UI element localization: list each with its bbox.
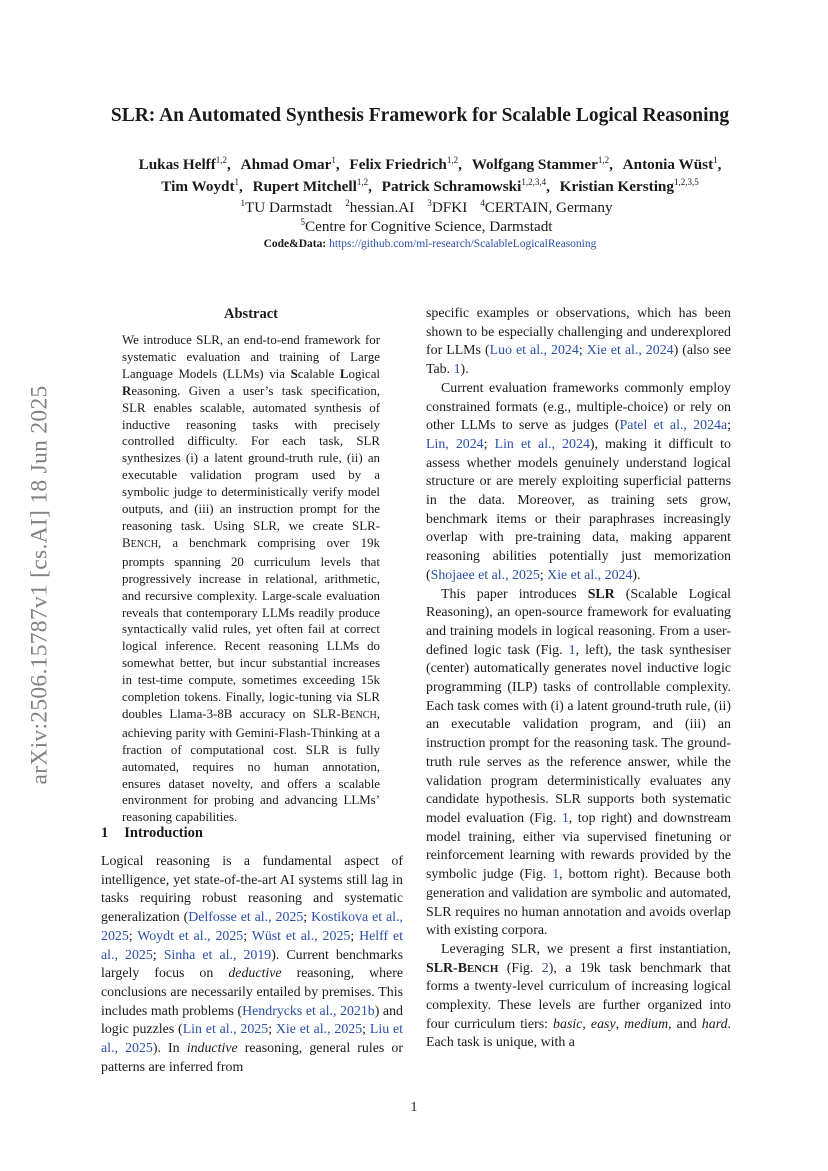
text-run: inductive	[186, 1041, 238, 1057]
text-run: R	[122, 383, 132, 398]
affiliation: $^2$hessian.AI	[345, 198, 415, 216]
text-run: ) (also see Tab.	[426, 343, 731, 378]
citation-link[interactable]: 1	[552, 867, 560, 883]
benchmark-name: SLR-BENCH	[122, 518, 380, 550]
citation-link[interactable]: Shojaee et al., 2025	[430, 567, 540, 583]
text-run: Current evaluation frameworks commonly employ constrained formats (e.g., multiple-choice) or rely on other LLMs to serve as judges (	[426, 380, 731, 434]
text-run: (Scalable Logical Reasoning), an open-source framework for evaluating and training models in logical reasoning. From a user-defined logic task (Fig.	[426, 586, 732, 658]
text-run: easy	[590, 1016, 616, 1032]
author-name: Patrick Schramowski$^{1,2,3,4}$,	[381, 177, 550, 195]
text-run: ), a 19k task benchmark that forms a twenty-level curriculum of increasing logical complexity. These levels are further organized into four curriculum tiers:	[426, 960, 731, 1032]
text-run: basic	[553, 1016, 583, 1032]
citation-link[interactable]: Wüst et al., 2025	[251, 928, 351, 944]
text-run: reasoning, general rules or patterns are inferred from	[101, 1041, 403, 1075]
text-run: ;	[243, 928, 252, 944]
text-run: specific examples or observations, which has been shown to be especially challenging and underexplored for LLMs (	[426, 306, 731, 359]
text-run: SLR	[587, 586, 615, 602]
paper-title: SLR: An Automated Synthesis Framework for Scalable Logical Reasoning	[110, 105, 730, 126]
citation-link[interactable]: Lin et al., 2024	[494, 436, 590, 452]
section-title: Introduction	[124, 825, 203, 841]
text-run: , a benchmark comprising over 19k prompts spanning 20 curriculum levels that progressively increase in relational, arithmetic, and recursive complexity. Large-scale evaluation reveals that contemporary LLMs readily produce syntactically valid rules, yet often fail at correct logical inference. Recent reasoning LLMs do somewhat better, but incur substantial increases in test-time compute, sometimes exceeding 15k completion tokens. Finally, logic-tuning via SLR doubles Llama-3-8B accuracy on	[122, 535, 380, 721]
text-run: ;	[578, 343, 587, 359]
text-run: calable	[297, 366, 340, 381]
abstract-body	[122, 332, 380, 826]
code-data-link[interactable]: https://github.com/ml-research/ScalableLogicalReasoning	[329, 238, 597, 250]
code-data-line	[80, 238, 780, 250]
text-run: deductive	[228, 966, 282, 982]
citation-link[interactable]: 2	[541, 960, 549, 976]
affiliation: $^4$CERTAIN, Germany	[480, 198, 613, 216]
text-run: ;	[727, 418, 731, 434]
text-run: . Each task is unique, with a	[426, 1016, 732, 1051]
citation-link[interactable]: Lin, 2024	[426, 436, 484, 452]
author-name: Antonia Wüst$^1$,	[622, 155, 722, 173]
citation-link[interactable]: 1	[568, 642, 576, 658]
section-number: 1	[101, 825, 109, 841]
page-number: 1	[410, 1100, 418, 1115]
text-run: (Fig.	[498, 960, 542, 976]
text-run: Logical reasoning is a fundamental aspect of intelligence, yet state-of-the-art AI systems still lag in tasks requiring robust reasoning and systematic generalization (	[101, 854, 403, 926]
text-run: ;	[268, 1022, 276, 1038]
text-run: , bottom right). Because both generation and validation are symbolic and automated, SLR requires no human annotation and avoids overlap with existing corpora.	[426, 867, 731, 939]
text-run: ;	[362, 1022, 370, 1038]
affiliation: $^5$Centre for Cognitive Science, Darmstadt	[300, 217, 553, 235]
author-name: Kristian Kersting$^{1,2,3,5}$	[559, 177, 699, 195]
paragraph	[101, 853, 403, 1077]
text-run: , and	[668, 1016, 702, 1032]
code-data-label: Code&Data:	[263, 238, 327, 250]
text-run: ;	[303, 910, 312, 926]
citation-link[interactable]: Lin et al., 2025	[182, 1022, 269, 1038]
abstract-heading: Abstract	[224, 306, 278, 322]
text-run: hard	[701, 1016, 728, 1032]
text-run: We introduce SLR, an end-to-end framework for systematic evaluation and training of Large Language Models (LLMs) via	[122, 333, 380, 381]
affiliation-line-2	[80, 217, 780, 236]
arxiv-identifier-text: arXiv:2506.15787v1 [cs.AI] 18 Jun 2025	[26, 385, 53, 785]
citation-link[interactable]: Xie et al., 2024	[586, 343, 674, 359]
author-name: Wolfgang Stammer$^{1,2}$,	[471, 155, 613, 173]
citation-link[interactable]: 1	[561, 810, 569, 826]
paragraph	[426, 941, 731, 1053]
text-run: ).	[632, 567, 641, 583]
affiliation: $^1$TU Darmstadt	[240, 198, 333, 216]
author-name: Felix Friedrich$^{1,2}$,	[349, 155, 462, 173]
citation-link[interactable]: Xie et al., 2025	[275, 1022, 363, 1038]
text-run: ,	[615, 1016, 625, 1032]
text-run: ,	[582, 1016, 591, 1032]
text-run: ).	[460, 362, 469, 378]
citation-link[interactable]: Xie et al., 2024	[547, 567, 633, 583]
text-run: ) and logic puzzles (	[101, 1003, 403, 1038]
citation-link[interactable]: Woydt et al., 2025	[137, 928, 244, 944]
author-line-1	[80, 155, 780, 174]
text-run: ;	[152, 947, 164, 963]
section-heading-introduction	[101, 825, 203, 842]
text-run: L	[339, 366, 349, 381]
citation-link[interactable]: Patel et al., 2024a	[619, 418, 728, 434]
author-name: Lukas Helff$^{1,2}$,	[138, 155, 231, 173]
text-run: ), making it difficult to assess whether models genuinely understand logical structure or are merely exploiting superficial patterns in the data. Moreover, as training sets grow, benchmark items or their paraphrases increasingly overlap with pre-training data, making apparent reasoning abilities potentially just memorization (	[426, 436, 731, 583]
arxiv-identifier	[20, 345, 60, 825]
text-run: S	[290, 366, 298, 381]
text-run: ogical	[348, 366, 381, 381]
citation-link[interactable]: Kostikova et al., 2025	[101, 910, 403, 944]
text-run: ). Current benchmarks largely focus on	[101, 947, 403, 982]
text-run: This paper introduces	[441, 586, 588, 602]
text-run: reasoning, where conclusions are necessarily entailed by premises. This includes math problems (	[101, 966, 403, 1019]
intro-right-column	[426, 305, 731, 1053]
text-run: ;	[128, 928, 138, 944]
text-run: ). In	[152, 1041, 187, 1057]
benchmark-name: SLR-BENCH	[312, 706, 377, 721]
intro-left-column	[101, 853, 403, 1077]
citation-link[interactable]: Luo et al., 2024	[489, 343, 579, 359]
author-line-2	[80, 177, 780, 196]
paragraph	[426, 305, 731, 380]
citation-link[interactable]: Helff et al., 2025	[101, 928, 403, 963]
paragraph	[426, 586, 731, 941]
author-name: Rupert Mitchell$^{1,2}$,	[252, 177, 372, 195]
benchmark-name: SLR-BENCH	[426, 960, 499, 976]
citation-link[interactable]: Delfosse et al., 2025	[188, 910, 304, 926]
citation-link[interactable]: 1	[453, 362, 461, 378]
text-run: , left), the task synthesiser (center) automatically generates novel inductive logic programming (ILP) tasks of controllable complexity. Each task comes with (i) a latent ground-truth rule, (ii) an executable validation program, and (iii) an instruction prompt for the reasoning task. The ground-truth rule serves as the reference answer, while the validation program deterministically evaluates any candidate hypothesis. SLR supports both systematic model evaluation (Fig.	[426, 642, 732, 826]
citation-link[interactable]: Hendrycks et al., 2021b	[242, 1003, 375, 1019]
affiliation-line-1	[80, 198, 780, 217]
text-run: ;	[483, 436, 495, 452]
paragraph	[426, 380, 731, 586]
author-name: Ahmad Omar$^1$,	[240, 155, 340, 173]
text-run: , achieving parity with Gemini-Flash-Thinking at a fraction of computational cost. SLR is fully automated, requires no human annotation, ensures dataset novelty, and offers a scalable environment for probing and advancing LLMs’ reasoning capabilities.	[122, 706, 380, 825]
citation-link[interactable]: Sinha et al., 2019	[163, 947, 272, 963]
text-run: easoning. Given a user’s task specification, SLR enables scalable, automated synthesis of inductive reasoning tasks with precisely controlled difficulty. For each task, SLR synthesizes (i) a latent ground-truth rule, (ii) an executable validation program used by a symbolic judge to deterministically verify model outputs, and (iii) an instruction prompt for the reasoning task. Using SLR, we create	[122, 383, 380, 533]
text-run: , top right) and downstream model training, either via supervised finetuning or reinforcement learning with rewards provided by the symbolic judge (Fig.	[426, 810, 731, 883]
text-run: Leveraging SLR, we present a first instantiation,	[441, 941, 731, 957]
citation-link[interactable]: Liu et al., 2025	[101, 1022, 403, 1057]
affiliation: $^3$DFKI	[427, 198, 468, 216]
author-name: Tim Woydt$^1$,	[161, 177, 243, 195]
text-run: ;	[350, 928, 360, 944]
text-run: medium	[624, 1016, 669, 1032]
text-run: ;	[539, 567, 548, 583]
